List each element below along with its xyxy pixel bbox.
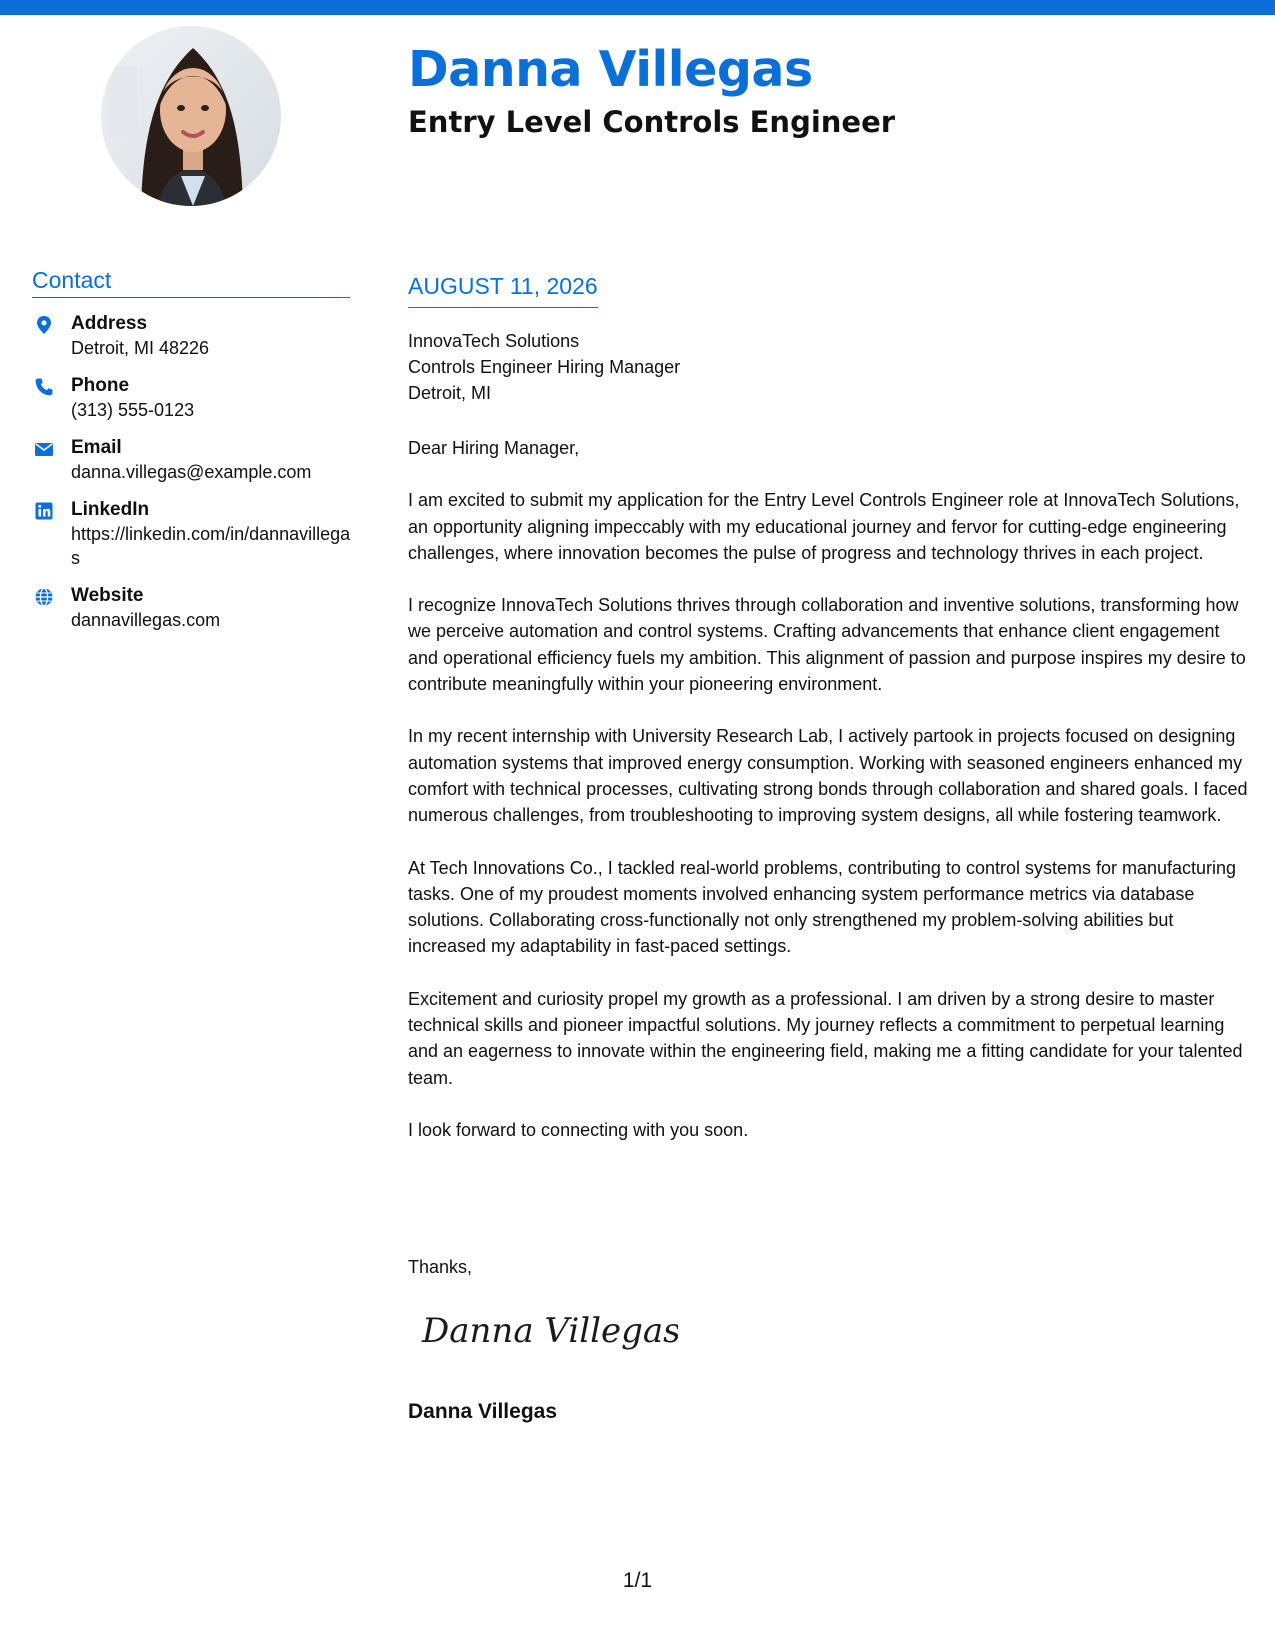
recipient-role: Controls Engineer Hiring Manager <box>408 357 681 377</box>
email-icon <box>34 439 54 459</box>
contact-label: Phone <box>71 375 130 396</box>
website-value[interactable]: dannavillegas.com <box>71 610 221 630</box>
page-number: 1/1 <box>622 1569 653 1592</box>
contact-list <box>32 312 352 646</box>
globe-icon <box>34 587 54 607</box>
phone-icon <box>34 377 54 397</box>
paragraph: In my recent internship with University Research Lab, I actively partook in projects focused on designing automation systems that improved energy consumption. Working with seasoned engineers enhanced my comfort with technical processes, cultivating strong bonds through collaboration and shared goals. I faced numerous challenges, from troubleshooting to improving system designs, all while fostering teamwork. <box>408 726 1248 826</box>
paragraph: I look forward to connecting with you soon. <box>408 1119 749 1140</box>
recipient-location: Detroit, MI <box>408 383 492 403</box>
recipient-block <box>408 328 1248 406</box>
recipient-company: InnovaTech Solutions <box>408 331 580 351</box>
paragraph: Excitement and curiosity propel my growth as a professional. I am driven by a strong desire to master technical skills and pioneer impactful solutions. My journey reflects a commitment to perpetual learning and an eagerness to innovate within the engineering field, making me a fitting candidate for your talented team. <box>408 988 1243 1088</box>
letter-date: AUGUST 11, 2026 <box>408 271 598 308</box>
contact-item-phone <box>32 374 352 422</box>
signatory-name: Danna Villegas <box>408 1400 558 1423</box>
contact-item-email <box>32 436 352 484</box>
job-title: Entry Level Controls Engineer <box>408 105 896 139</box>
contact-label: Address <box>71 313 148 334</box>
contact-label: Website <box>71 585 144 606</box>
greeting: Dear Hiring Manager, <box>408 438 580 458</box>
address-value: Detroit, MI 48226 <box>71 338 210 358</box>
phone-value: (313) 555-0123 <box>71 400 195 420</box>
linkedin-value[interactable]: https://linkedin.com/in/dannavillegas <box>71 524 351 568</box>
avatar <box>101 26 281 206</box>
letter-body <box>408 435 1248 1169</box>
paragraph: At Tech Innovations Co., I tackled real-world problems, contributing to control systems for manufacturing tasks. One of my proudest moments involved enhancing system performance metrics via database solutions. Collaborating cross-functionally not only strengthened my problem-solving abilities but increased my adaptability in fast-paced settings. <box>408 857 1237 957</box>
email-value[interactable]: danna.villegas@example.com <box>71 462 312 482</box>
contact-item-linkedin <box>32 498 352 570</box>
closing: Thanks, <box>408 1257 473 1277</box>
paragraph: I recognize InnovaTech Solutions thrives through collaboration and inventive solutions, transforming how we perceive automation and control systems. Crafting advancements that enhance client engagement and operational efficiency fuels my ambition. This alignment of passion and purpose inspires my desire to contribute meaningfully within your pioneering environment. <box>408 595 1246 695</box>
contact-item-address <box>32 312 352 360</box>
handwritten-signature <box>418 1300 678 1360</box>
contact-item-website <box>32 584 352 632</box>
candidate-name: Danna Villegas <box>408 41 813 98</box>
top-accent-bar <box>0 0 1275 15</box>
contact-label: LinkedIn <box>71 499 150 520</box>
contact-heading: Contact <box>32 266 350 298</box>
linkedin-icon <box>34 501 54 521</box>
paragraph: I am excited to submit my application for the Entry Level Controls Engineer role at InnovaTech Solutions, an opportunity aligning impeccably with my educational journey and fervor for cutting-edge engineering challenges, where innovation becomes the pulse of progress and technology thrives in each project. <box>408 490 1240 563</box>
signature-text: Danna Villegas <box>422 1311 678 1351</box>
location-pin-icon <box>34 315 54 335</box>
contact-label: Email <box>71 437 122 458</box>
